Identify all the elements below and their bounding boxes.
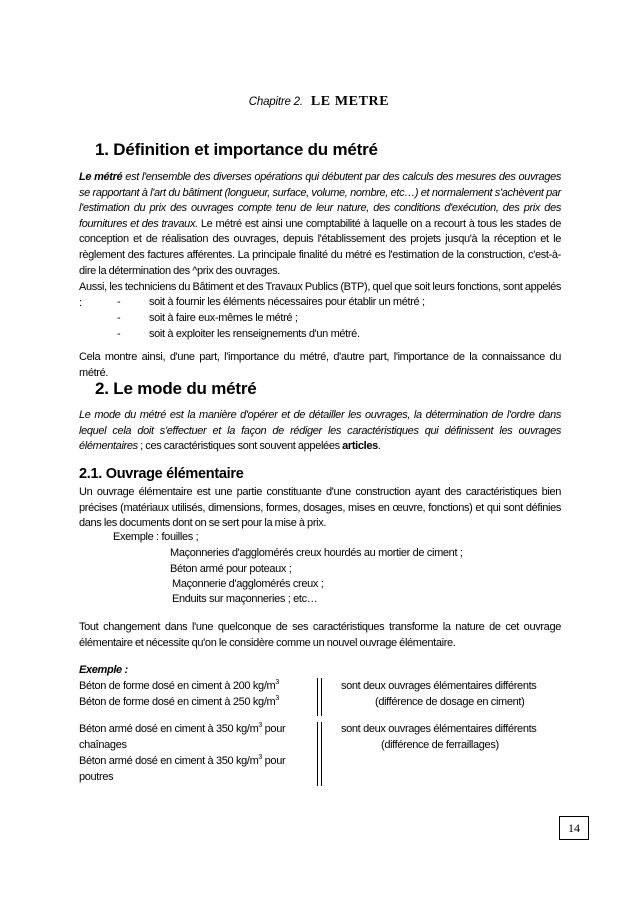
example-item: Maçonnerie d'agglomérés creux ; bbox=[172, 578, 324, 590]
section-1-paragraph-1: Le métré est l'ensemble des diverses opérations qui débutent par des calculs des mesures des ouvrages se rapportant à l'art du bâtiment (longueur, surface, volume, nombre, etc…) et normalement s'achèvent par l'estimation du prix des ouvrages compte tenu de leur nature, des conditions d'exécution, des prix des fournitures et des travaux. Le métré est ainsi une comptabilité à laquelle on a recourt à tous les stades de conception et de réalisation des ouvrages, depuis l'établissement des projets jusqu'à la réception et le règlement des factures afférentes. La principale finalité du métré es l'estimation de la construction, c'est-à-dire la détermination des ^prix des ouvrages. bbox=[79, 171, 561, 277]
example-row-cont: poutres bbox=[79, 771, 114, 783]
example-row: Béton de forme dosé en ciment à 250 $kg/m^3$ bbox=[79, 695, 279, 708]
example-row: Béton armé dosé en ciment à 350 $kg/m^3$ pour bbox=[79, 722, 286, 735]
chapter-header bbox=[0, 92, 638, 110]
section-2-1-paragraph-2: Tout changement dans l'une quelconque de ses caractéristiques transforme la nature de cet ouvrage élémentaire et nécessite qu'on le considère comme un nouvel ouvrage élémentaire. bbox=[79, 621, 561, 649]
page-number: 14 bbox=[559, 816, 589, 840]
section-2-1-title: 2.1. Ouvrage élémentaire bbox=[79, 466, 244, 482]
example-item: Maçonneries d'agglomérés creux hourdés au mortier de ciment ; bbox=[170, 547, 463, 559]
example-note: sont deux ouvrages élémentaires différents bbox=[341, 680, 537, 692]
section-2-title: 2. Le mode du métré bbox=[95, 379, 257, 398]
bullet-text: soit à faire eux-mêmes le métré ; bbox=[149, 312, 298, 324]
example-note: (différence de ferraillages) bbox=[381, 739, 499, 751]
term-metre: Le métré bbox=[79, 171, 123, 183]
example-row: Béton armé dosé en ciment à 350 $kg/m^3$ pour bbox=[79, 754, 286, 767]
example-label: Exemple : bbox=[79, 664, 128, 676]
example-note: (différence de dosage en ciment) bbox=[375, 696, 525, 708]
chapter-label: Chapitre 2. bbox=[248, 96, 303, 108]
bullet-item: - bbox=[117, 296, 121, 308]
brace-divider bbox=[317, 722, 322, 786]
section-1-paragraph-2: Aussi, les techniciens du Bâtiment et des Travaux Publics (BTP), quel que soit leurs fonctions, sont appelés : bbox=[79, 281, 561, 309]
bullet-text: soit à exploiter les renseignements d'un métré. bbox=[149, 328, 360, 340]
bullet-text: soit à fournir les éléments nécessaires pour établir un métré ; bbox=[149, 296, 425, 308]
section-2-1-paragraph-1: Un ouvrage élémentaire est une partie constituante d'une construction ayant des caractéristiques bien précises (matériaux utilisés, dimensions, formes, dosages, mises en œuvre, fonctions) et qui sont définies dans les documents dont on se sert pour la mise à prix. bbox=[79, 486, 561, 530]
bullet-item: - bbox=[117, 328, 121, 340]
chapter-title: LE METRE bbox=[310, 94, 390, 109]
example-item: Enduits sur maçonneries ; etc… bbox=[172, 593, 318, 605]
section-1-paragraph-3: Cela montre ainsi, d'une part, l'importance du métré, d'autre part, l'importance de la connaissance du métré. bbox=[79, 351, 561, 379]
example-note: sont deux ouvrages élémentaires différents bbox=[341, 723, 537, 735]
brace-divider bbox=[317, 678, 322, 716]
bullet-item: - bbox=[117, 312, 121, 324]
example-row-cont: chaînages bbox=[79, 739, 127, 751]
section-1-title: 1. Définition et importance du métré bbox=[95, 140, 378, 159]
example-item: Béton armé pour poteaux ; bbox=[170, 563, 292, 575]
example-intro: Exemple : fouilles ; bbox=[113, 531, 199, 543]
section-2-paragraph: Le mode du métré est la manière d'opérer et de détailler les ouvrages, la détermination de l'ordre dans lequel cela doit s'effectuer et la façon de rédiger les caractéristiques qui définissent les ouvrages élémentaires ; ces caractéristiques sont souvent appelées articles. bbox=[79, 409, 561, 453]
example-row: Béton de forme dosé en ciment à 200 $kg/m^3$ bbox=[79, 679, 279, 692]
articles-term: articles bbox=[342, 440, 378, 453]
